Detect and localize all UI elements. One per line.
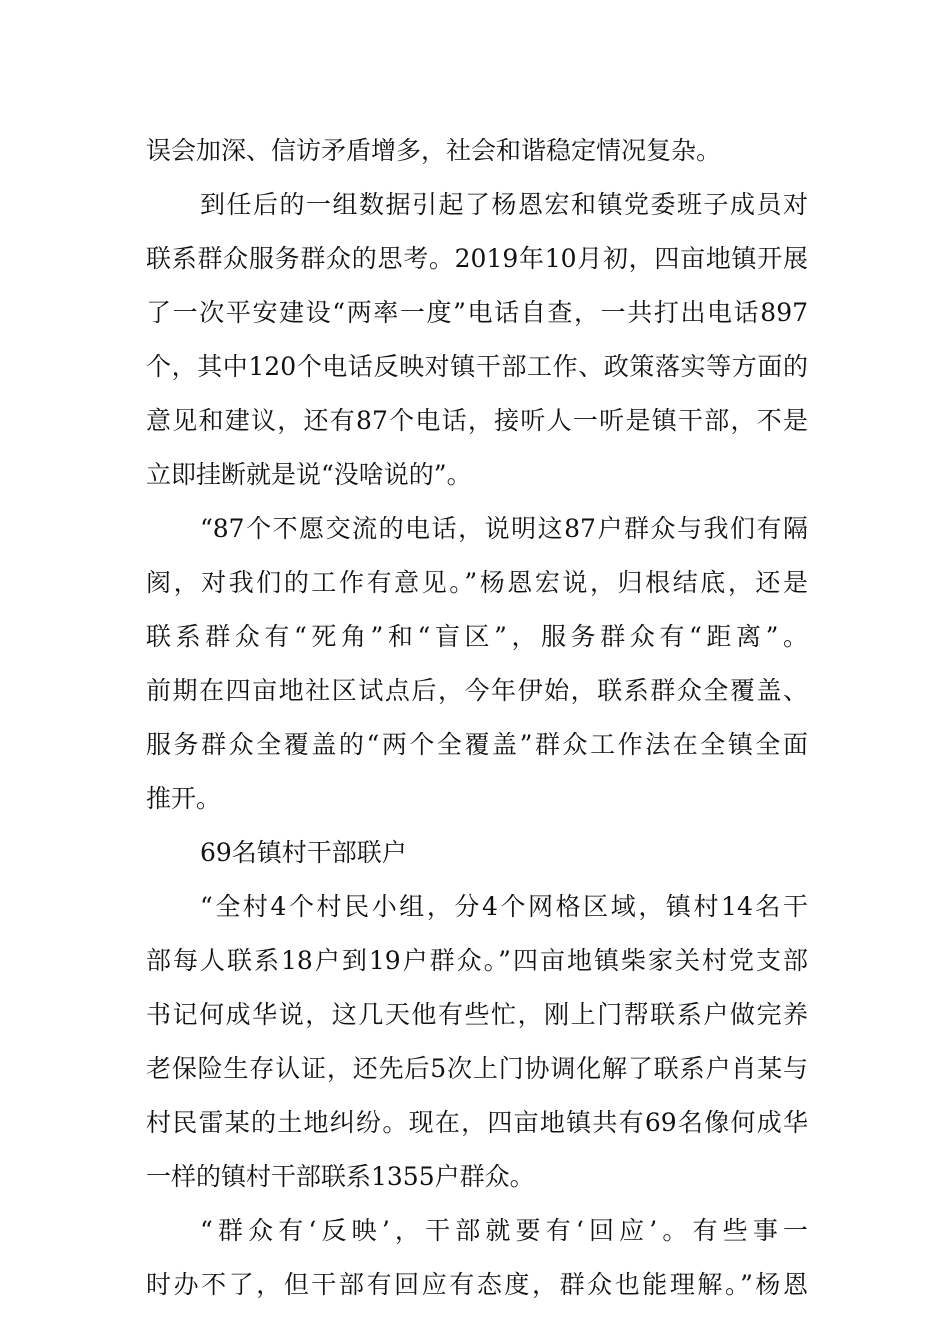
- paragraph-line: 联系群众有“死角”和“盲区”，服务群众有“距离”。: [146, 622, 808, 651]
- paragraph-line: 前期在四亩地社区试点后，今年伊始，联系群众全覆盖、: [146, 676, 808, 705]
- paragraph-line: 时办不了，但干部有回应有态度，群众也能理解。”杨恩: [146, 1270, 808, 1299]
- paragraph-line: 推开。: [146, 784, 222, 813]
- paragraph-line: 到任后的一组数据引起了杨恩宏和镇党委班子成员对: [200, 190, 808, 219]
- paragraph-line: 联系群众服务群众的思考。2019年10月初，四亩地镇开展: [146, 244, 808, 273]
- paragraph-line: 意见和建议，还有87个电话，接听人一听是镇干部，不是: [146, 406, 808, 435]
- paragraph-line: “群众有‘反映’，干部就要有‘回应’。有些事一: [200, 1216, 808, 1245]
- paragraph-line: 阂，对我们的工作有意见。”杨恩宏说，归根结底，还是: [146, 568, 808, 597]
- paragraph-line: 部每人联系18户到19户群众。”四亩地镇柴家关村党支部: [146, 946, 808, 975]
- paragraph-line: 服务群众全覆盖的“两个全覆盖”群众工作法在全镇全面: [146, 730, 808, 759]
- paragraph-line: 一样的镇村干部联系1355户群众。: [146, 1162, 535, 1191]
- paragraph-line: 误会加深、信访矛盾增多，社会和谐稳定情况复杂。: [146, 136, 722, 165]
- article-body: [146, 124, 808, 1312]
- paragraph-line: 村民雷某的土地纠纷。现在，四亩地镇共有69名像何成华: [146, 1108, 808, 1137]
- paragraph-line: 立即挂断就是说“没啥说的”。: [146, 460, 472, 489]
- section-subheading: 69名镇村干部联户: [200, 838, 407, 867]
- paragraph-line: 个，其中120个电话反映对镇干部工作、政策落实等方面的: [146, 352, 808, 381]
- paragraph-line: 老保险生存认证，还先后5次上门协调化解了联系户肖某与: [146, 1054, 808, 1083]
- paragraph-line: “全村4个村民小组，分4个网格区域，镇村14名干: [200, 892, 808, 921]
- paragraph-line: 了一次平安建设“两率一度”电话自查，一共打出电话897: [146, 298, 808, 327]
- paragraph-line: 书记何成华说，这几天他有些忙，刚上门帮联系户做完养: [146, 1000, 808, 1029]
- paragraph-line: “87个不愿交流的电话，说明这87户群众与我们有隔: [200, 514, 808, 543]
